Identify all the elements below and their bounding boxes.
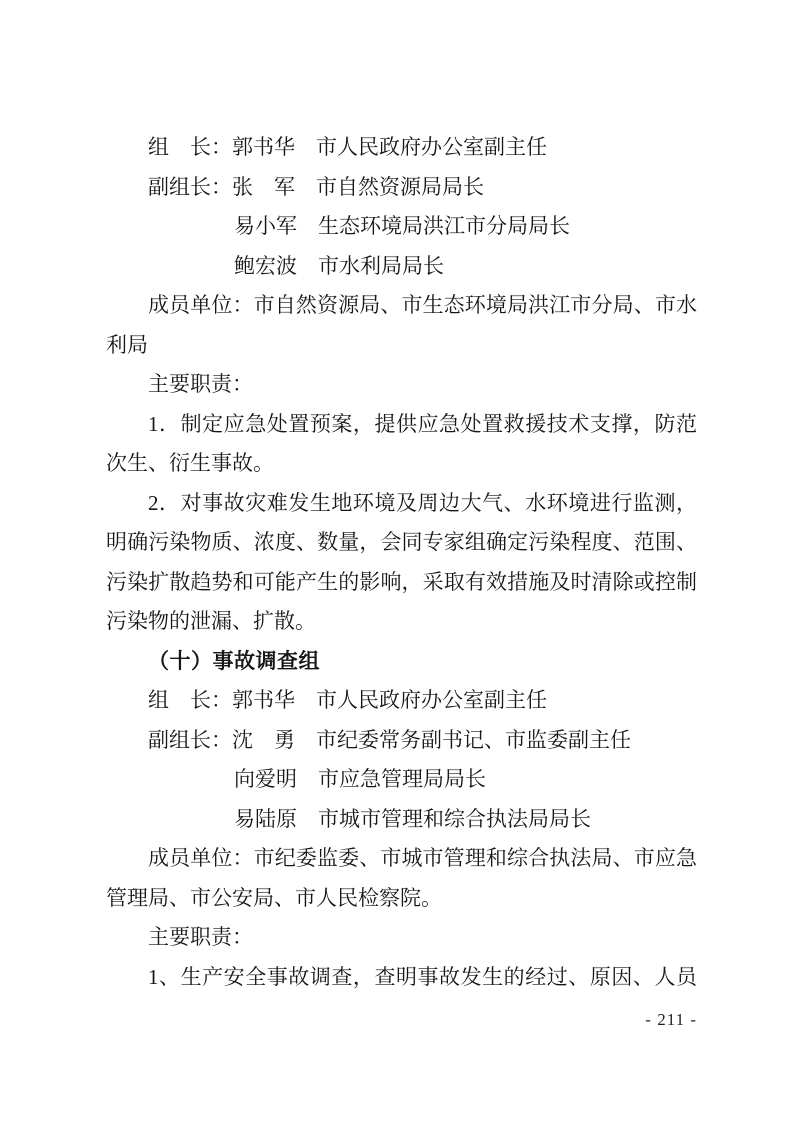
document-line: 污染扩散趋势和可能产生的影响，采取有效措施及时清除或控制 bbox=[106, 569, 697, 594]
document-line: 易小军 生态环境局洪江市分局局长 bbox=[234, 214, 570, 238]
section-heading: （十）事故调查组 bbox=[148, 649, 320, 673]
document-line: 1．制定应急处置预案，提供应急处置救援技术支撑，防范 bbox=[148, 411, 697, 436]
document-line: 利局 bbox=[106, 332, 148, 357]
document-line: 副组长：张 军 市自然资源局局长 bbox=[148, 174, 484, 199]
document-line: 污染物的泄漏、扩散。 bbox=[106, 609, 316, 633]
document-line: 向爱明 市应急管理局局长 bbox=[234, 767, 486, 791]
document-line: 易陆原 市城市管理和综合执法局局长 bbox=[234, 806, 591, 831]
document-line: 主要职责： bbox=[148, 925, 253, 949]
document-line: 2．对事故灾难发生地环境及周边大气、水环境进行监测， bbox=[148, 490, 697, 515]
document-line: 鲍宏波 市水利局局长 bbox=[234, 253, 444, 278]
document-line: 明确污染物质、浓度、数量，会同专家组确定污染程度、范围、 bbox=[106, 530, 697, 554]
document-line: 管理局、市公安局、市人民检察院。 bbox=[106, 885, 442, 910]
document-line: 次生、衍生事故。 bbox=[106, 451, 274, 475]
page-number: - 211 - bbox=[645, 1010, 697, 1029]
document-body bbox=[106, 128, 697, 997]
document-line: 组 长：郭书华 市人民政府办公室副主任 bbox=[148, 135, 547, 159]
document-line: 副组长：沈 勇 市纪委常务副书记、市监委副主任 bbox=[148, 727, 631, 752]
document-line: 组 长：郭书华 市人民政府办公室副主任 bbox=[148, 688, 547, 712]
document-line: 主要职责： bbox=[148, 372, 253, 396]
document-line: 成员单位：市自然资源局、市生态环境局洪江市分局、市水 bbox=[148, 293, 697, 317]
document-line: 成员单位：市纪委监委、市城市管理和综合执法局、市应急 bbox=[148, 846, 697, 870]
document-line: 1、生产安全事故调查，查明事故发生的经过、原因、人员 bbox=[148, 964, 697, 989]
